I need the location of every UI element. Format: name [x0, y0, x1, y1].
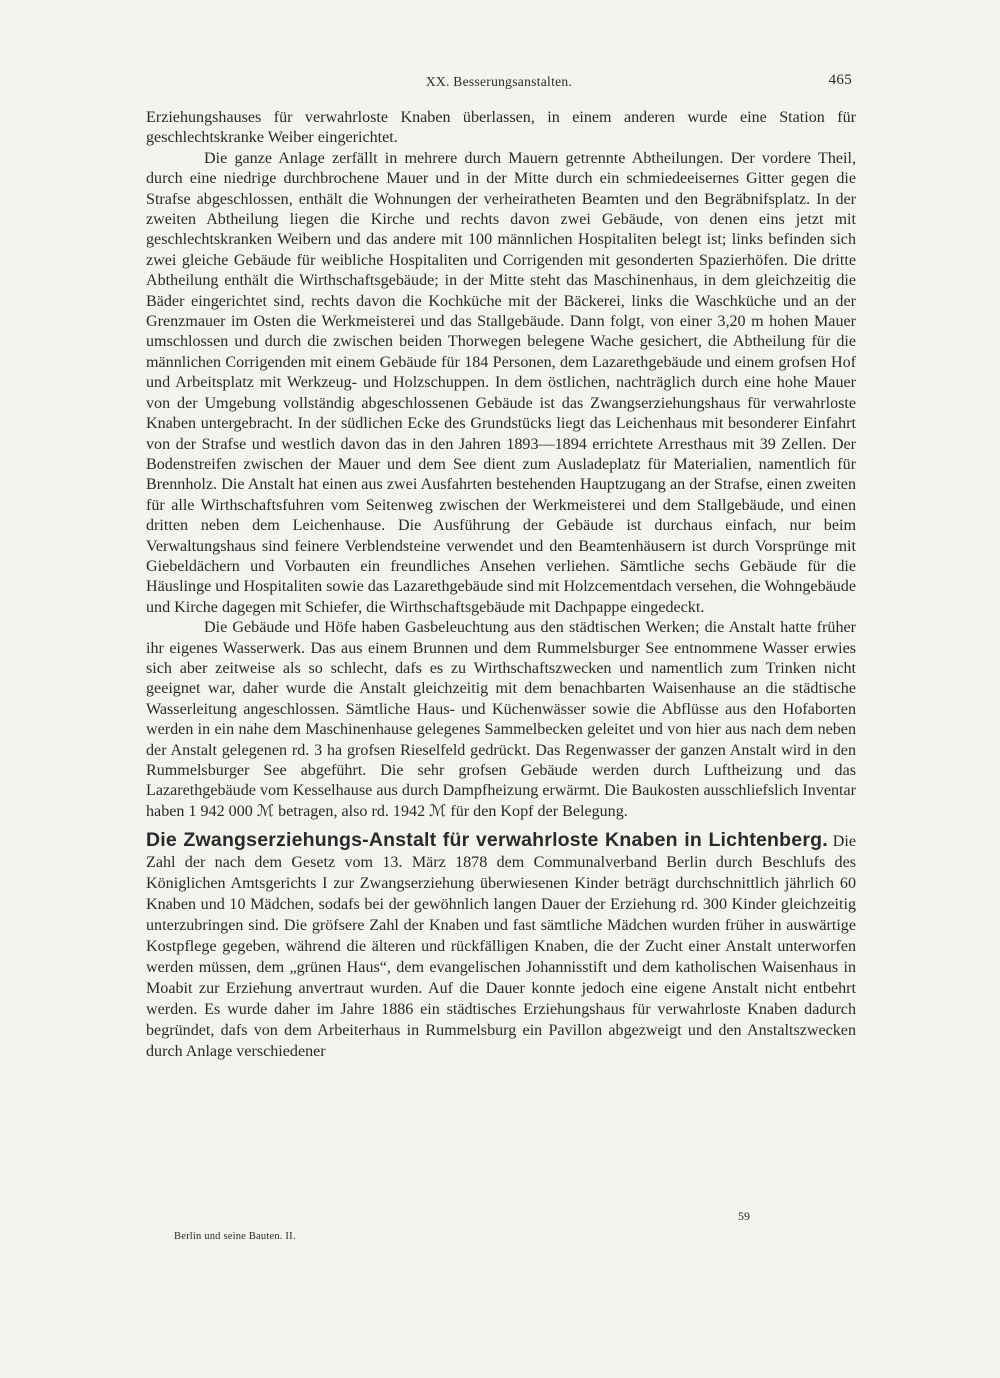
- paragraph-continuation: Erziehungshauses für verwahrloste Knaben überlassen, in einem anderen wurde eine Station für geschlechtskranke Weiber eingerichtet.: [146, 109, 856, 147]
- running-title: XX. Besserungsanstalten.: [425, 74, 573, 89]
- section-paragraph: [146, 830, 856, 1062]
- paragraph-utilities: Die Gebäude und Höfe haben Gasbeleuchtung aus den städtischen Werken; die Anstalt hatte früher ihr eigenes Wasserwerk. Das aus einem Brunnen und dem Rummelsburger See entnommene Wasser erwies sich aber zeitweise als so schlecht, dafs es zu Wirthschaftszwecken und namentlich zum Trinken nicht geeignet war, daher wurde die Anstalt gleichzeitig mit dem benachbarten Waisenhause an die städtische Wasserleitung angeschlossen. Sämtliche Haus- und Küchenwässer sowie die Abflüsse aus den Hofaborten werden in ein nahe dem Maschinenhause gelegenes Sammelbecken geleitet und von hier aus nach dem neben der Anstalt gelegenen rd. 3 ha grofsen Rieselfeld gedrückt. Das Regenwasser der ganzen Anstalt wird in den Rummelsburger See abgeführt. Die sehr grofsen Gebäude werden durch Luftheizung und das Lazarethgebäude vom Kesselhause aus durch Dampfheizung erwärmt. Die Baukosten ausschliefslich Inventar haben 1 942 000 ℳ betragen, also rd. 1942 ℳ für den Kopf der Belegung.: [146, 619, 856, 820]
- footer-note: Berlin und seine Bauten. II.: [174, 1231, 296, 1242]
- section-text: Die Zahl der nach dem Gesetz vom 13. März 1878 dem Communalverband Berlin durch Beschlufs des Königlichen Amtsgerichts I zur Zwangserziehung überwiesenen Kinder beträgt durchschnittlich jährlich 60 Knaben und 10 Mädchen, sodafs bei der gewöhnlich langen Dauer der Erziehung rd. 300 Kinder gleichzeitig unterzubringen sind. Die gröfsere Zahl der Knaben und fast sämtliche Mädchen wurden früher in auswärtige Kostpflege gegeben, während die älteren und rückfälligen Knaben, die der Zucht einer Anstalt unterworfen werden müssen, dem „grünen Haus“, dem evangelischen Johannisstift und dem katholischen Waisenhaus in Moabit zur Erziehung anvertraut wurden. Auf die Dauer konnte jedoch eine eigene Anstalt nicht entbehrt werden. Es wurde daher im Jahre 1886 ein städtisches Erziehungshaus für verwahrloste Knaben dadurch begründet, dafs von dem Arbeiterhaus in Rummelsburg ein Pavillon abgezweigt und den Anstaltszwecken durch Anlage verschiedener: [146, 833, 856, 1061]
- paragraph-layout: Die ganze Anlage zerfällt in mehrere durch Mauern getrennte Abtheilungen. Der vordere Theil, durch eine niedrige durchbrochene Mauer und in der Mitte durch ein schmiedeeisernes Gitter gegen die Strafse abgeschlossen, enthält die Wohnungen der verheiratheten Beamten und den Begräbnifsplatz. In der zweiten Abtheilung liegen die Kirche und rechts davon zwei Gebäude, von denen eins jetzt mit geschlechtskranken Weibern und das andere mit 100 männlichen Hospitaliten belegt ist; links befinden sich zwei gleiche Gebäude für weibliche Hospitaliten und Corrigenden mit gesonderten Spazierhöfen. Die dritte Abtheilung enthält die Wirthschaftsgebäude; in der Mitte steht das Maschinenhaus, in dem gleichzeitig die Bäder eingerichtet sind, rechts davon die Kochküche mit der Bäckerei, links die Waschküche und an der Grenzmauer im Osten die Werkmeisterei und das Stallgebäude. Dann folgt, von einer 3,20 m hohen Mauer umschlossen und durch die zwischen beiden Thorwegen belegene Wache gesichert, die Abtheilung für die männlichen Corrigenden mit einem Gebäude für 184 Personen, dem Lazarethgebäude und einem grofsen Hof und Arbeitsplatz mit Werkzeug- und Holzschuppen. In dem östlichen, nachträglich durch eine hohe Mauer von der Umgebung vollständig abgeschlossenen Gebäude ist das Zwangserziehungshaus für verwahrloste Knaben untergebracht. In der südlichen Ecke des Grundstücks liegt das Leichenhaus mit besonderer Einfahrt von der Strafse und westlich davon das in den Jahren 1893—1894 errichtete Arresthaus mit 39 Zellen. Der Bodenstreifen zwischen der Mauer und dem See dient zum Ausladeplatz für Materialien, namentlich für Brennholz. Die Anstalt hat einen aus zwei Ausfahrten bestehenden Hauptzugang an der Strafse, einen zweiten für alle Wirthschaftsfuhren vom Seitenweg zwischen der Werkmeisterei und dem Stallgebäude, und einen dritten neben dem Leichenhause. Die Ausführung der Gebäude ist durchaus einfach, nur beim Verwaltungshaus sind feinere Verblendsteine verwendet und den Beamtenhäusern ist durch Vorsprünge mit Giebeldächern und Vorbauten ein freundliches Ansehen verliehen. Sämtliche sechs Gebäude für die Häuslinge und Hospitaliten sowie das Lazarethgebäude sind mit Holzcementdach versehen, die Wohngebäude und Kirche dagegen mit Schiefer, die Wirthschaftsgebäude mit Dachpappe eingedeckt.: [146, 149, 856, 616]
- page-number: 465: [828, 72, 852, 88]
- section-heading: Die Zwangserziehungs-Anstalt für verwahrloste Knaben in Lichtenberg.: [146, 829, 828, 852]
- body-text: [146, 108, 856, 1062]
- page-header: [146, 72, 852, 94]
- signature-mark: 59: [738, 1209, 750, 1223]
